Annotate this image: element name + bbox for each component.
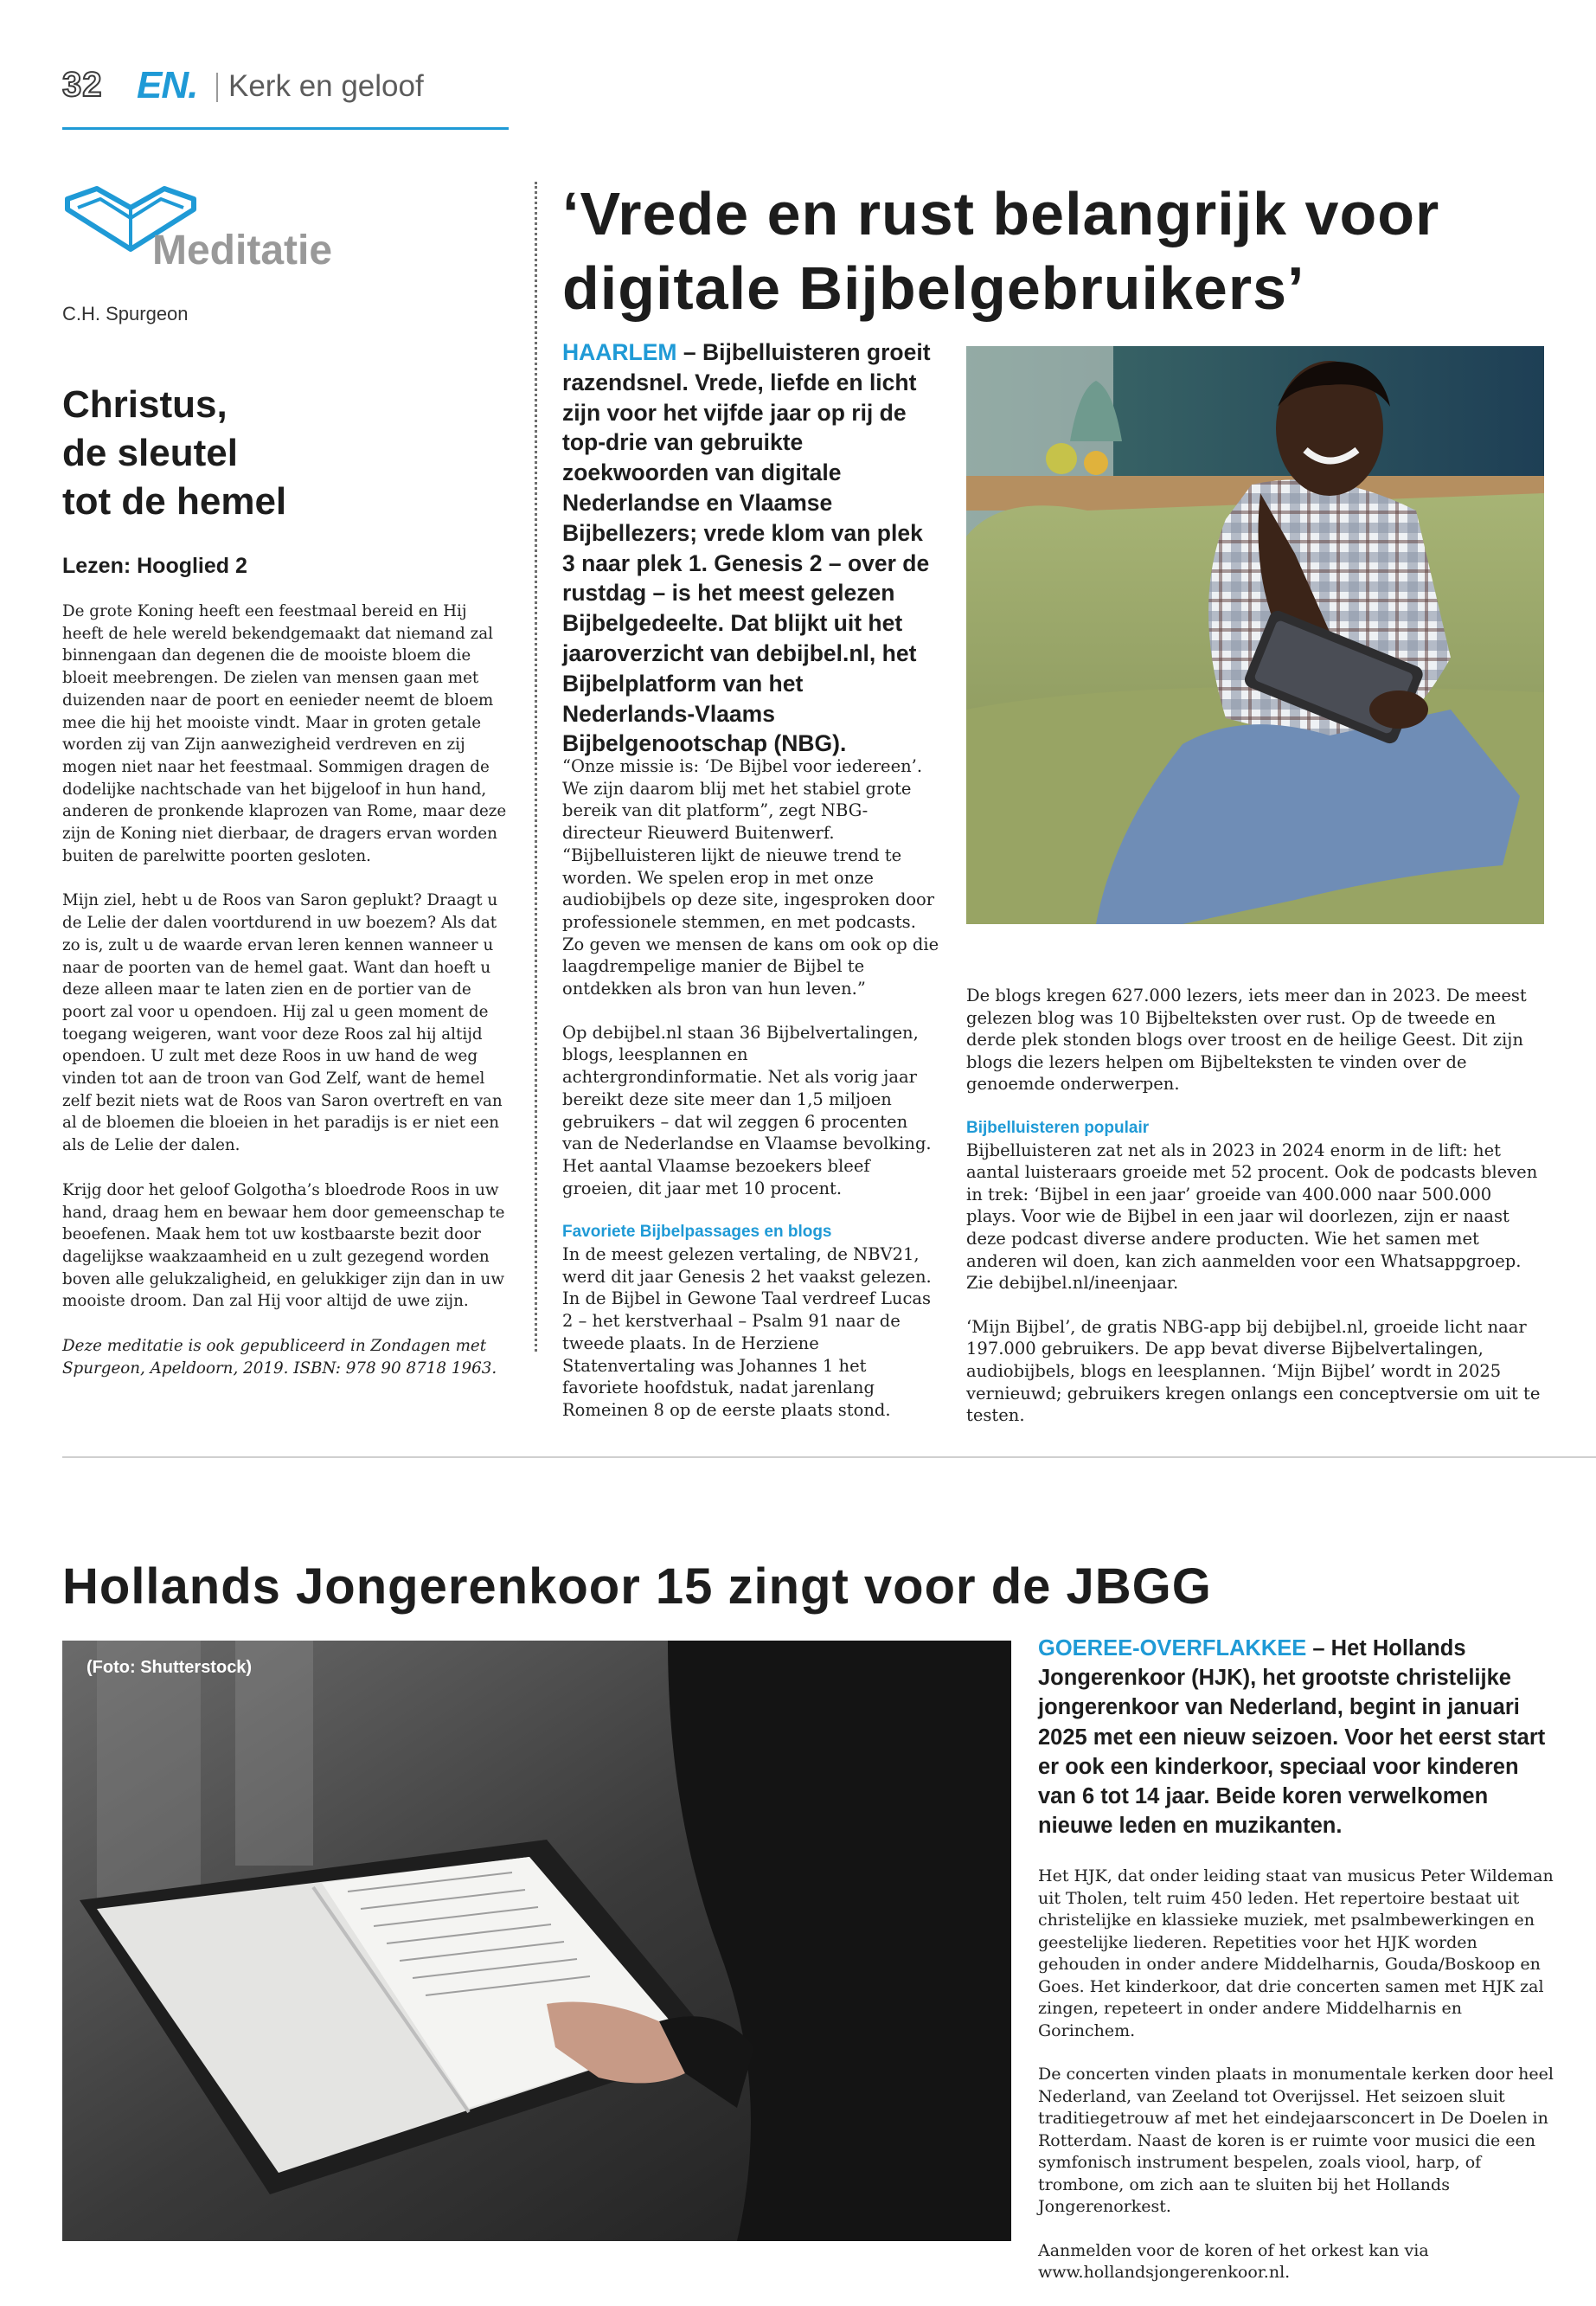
newspaper-logo: EN.	[137, 64, 198, 106]
meditation-title-line: tot de hemel	[62, 480, 287, 523]
meditation-author: C.H. Spurgeon	[62, 303, 189, 324]
article2-headline: Hollands Jongerenkoor 15 zingt voor de JBGG	[62, 1558, 1212, 1615]
header-rule	[62, 127, 509, 130]
photo-credit: (Foto: Shutterstock)	[87, 1658, 253, 1677]
meditation-title-line: de sleutel	[62, 432, 238, 474]
meditation-label: Meditatie	[152, 228, 333, 273]
article2-dateline: GOEREE-OVERFLAKKEE	[1038, 1636, 1307, 1660]
article1-headline: ‘Vrede en rust belangrijk voor digitale Bijbelgebruikers’	[562, 180, 1440, 322]
article2-photo	[62, 1641, 1011, 2241]
meditation-paragraph: Mijn ziel, hebt u de Roos van Saron geplukt? Draagt u de Lelie der dalen voortdurend in uw boezem? Als dat zo is, zult u de waarde ervan leren kennen wanneer u naar de poorten van de hemel gaat. Want dan hoeft u deze alleen maar te laten zien en de portier van de poort zal voor u opendoen. Hij zal u geen moment de toegang weigeren, want voor deze Roos zal hij altijd opendoen. U zult met deze Roos in uw hand de weg vinden tot aan de troon van God Zelf, want de hemel zelf bezit niets wat de Roos van Saron overtreft en van al de bloemen die bloeien in het paradijs is er niet een als de Lelie der dalen.	[62, 891, 503, 1155]
article2-lead-text: – Het Hollands Jongerenkoor (HJK), het grootste christelijke jongerenkoor van Nederland, begint in januari 2025 met een nieuw seizoen. Voor het eerst start er ook een kinderkoor, speciaal voor kinderen van 6 tot 14 jaar. Beide koren verwelkomen nieuwe leden en muzikanten.	[1038, 1636, 1546, 1839]
article1-subhead: Favoriete Bijbelpassages en blogs	[562, 1223, 832, 1242]
article1-paragraph: Bijbelluisteren zat net als in 2023 in 2024 enorm in de lift: het aantal luisteraars groeide met 52 procent. Ook de podcasts bleven in trek: ‘Bijbel in een jaar’ groeide van 400.000 naar 500.000 plays. Voor wie de Bijbel in een jaar wil doorlezen, zijn er naast deze podcast diverse andere producten. Wie het samen met anderen wil doen, kan zich aanmelden voor een Whatsappgroep. Zie debijbel.nl/ineenjaar.	[966, 1140, 1538, 1294]
meditation-paragraph: De grote Koning heeft een feestmaal bereid en Hij heeft de hele wereld bekendgemaakt dat niemand zal binnengaan dan degenen die de mooiste bloem die bloeit meebrengen. De zielen van mensen gaan met duizenden naar de poort en eenieder neemt de bloem mee die hij het mooiste vindt. Maar in groten getale worden zij van Zijn aanwezigheid verdreven en zij mogen niet naar het feestmaal. Sommigen dragen de dodelijke nachtschade van het bijgeloof in hun hand, anderen de pronkende klaprozen van Rome, maar deze zijn de Koning niet dierbaar, de dragers ervan worden buiten de parelwitte poorten gesloten.	[62, 602, 507, 865]
article1-subhead: Bijbelluisteren populair	[966, 1118, 1150, 1137]
article1-lead-text: – Bijbelluisteren groeit razendsnel. Vrede, liefde en licht zijn voor het vijfde jaar op rij de top-drie van gebruikte zoekwoorden van digitale Nederlandse en Vlaamse Bijbellezers; vrede klom van plek 3 naar plek 1. Genesis 2 – over de rustdag – is het meest gelezen Bijbelgedeelte. Dat blijkt uit het jaaroverzicht van debijbel.nl, het Bijbelplatform van het Nederlands-Vlaams Bijbelgenootschap (NBG).	[562, 339, 931, 757]
article2-paragraph: Het HJK, dat onder leiding staat van musicus Peter Wildeman uit Tholen, telt ruim 450 leden. Het repertoire bestaat uit christelijke en klassieke muziek, met psalmbewerkingen en geestelijke liederen. Repetities voor het HJK worden gehouden in onder andere Middelharnis, Gouda/Boskoop en Goes. Het kinderkoor, dat drie concerten samen met HJK zal zingen, repeteert in onder andere Middelharnis en Gorinchem.	[1038, 1866, 1554, 2040]
meditation-paragraph: Krijg door het geloof Golgotha’s bloedrode Roos in uw hand, draag hem en bewaar hem door gemeenschap te beoefenen. Maak hem tot uw kostbaarste bezit door dagelijkse waakzaamheid en u zult gezegend worden boven alle gelukzaligheid, en gelukkiger zijn dan in uw mooiste droom. Dan zal Hij voor altijd de uwe zijn.	[62, 1180, 505, 1311]
article1-column-b	[966, 985, 1544, 1448]
meditation-body	[62, 601, 512, 1403]
article1-paragraph: Op debijbel.nl staan 36 Bijbelvertalingen, blogs, leesplannen en achtergrondinformatie. Net als vorig jaar bereikt deze site meer dan 1,5 miljoen gebruikers – dat wil zeggen 6 procenten van de Nederlandse en Vlaamse bevolking. Het aantal Vlaamse bezoekers bleef groeien, dit jaar met 10 procent.	[562, 1022, 932, 1198]
article1-column-a	[562, 755, 943, 1443]
article1-paragraph: In de meest gelezen vertaling, de NBV21, werd dit jaar Genesis 2 het vaakst gelezen. In de Bijbel in Gewone Taal verdreef Lucas 2 – het kerstverhaal – Psalm 91 naar de tweede plaats. In de Herziene Statenvertaling was Johannes 1 het favoriete hoofdstuk, nadat jarenlang Romeinen 8 op de eerste plaats stond.	[562, 1244, 932, 1420]
article1-paragraph: ‘Mijn Bijbel’, de gratis NBG-app bij debijbel.nl, groeide licht naar 197.000 gebruikers. De app bevat diverse Bijbelvertalingen, audiobijbels, blogs en leesplannen. ‘Mijn Bijbel’ wordt in 2025 vernieuwd; gebruikers kregen onlangs een conceptversie om uit te testen.	[966, 1316, 1541, 1426]
article1-photo	[966, 346, 1544, 924]
article2-paragraph: Aanmelden voor de koren of het orkest kan via www.hollandsjongerenkoor.nl.	[1038, 2240, 1429, 2282]
meditation-title	[62, 381, 426, 526]
page-number: 32	[62, 66, 103, 104]
article1-lead	[562, 337, 934, 759]
meditation-title-line: Christus,	[62, 383, 228, 426]
column-separator	[535, 182, 537, 1352]
section-title: Kerk en geloof	[228, 69, 424, 103]
article1-paragraph: De blogs kregen 627.000 lezers, iets meer dan in 2023. De meest gelezen blog was 10 Bijbelteksten over rust. Op de tweede en derde plek stonden blogs over troost en de heilige Geest. Dit zijn blogs die lezers helpen om Bijbelteksten te vinden over de genoemde onderwerpen.	[966, 986, 1527, 1095]
meditation-note: Deze meditatie is ook gepubliceerd in Zondagen met Spurgeon, Apeldoorn, 2019. ISBN: 978 90 8718 1963.	[62, 1337, 497, 1378]
meditation-reading: Lezen: Hooglied 2	[62, 554, 247, 578]
section-divider	[62, 1456, 1596, 1458]
choir-folder-image	[62, 1641, 1011, 2241]
article1-dateline: HAARLEM	[562, 339, 677, 365]
article2-lead	[1038, 1634, 1557, 1840]
article2-paragraph: De concerten vinden plaats in monumentale kerken door heel Nederland, van Zeeland tot Overijssel. Het seizoen sluit traditiegetrouw af met het eindejaarsconcert in De Doelen in Rotterdam. Naast de koren is er ruimte voor musici die een symfonisch instrument bespelen, zoals viool, harp, of trombone, om zich aan te sluiten bij het Hollands Jongerenorkest.	[1038, 2065, 1554, 2216]
article1-paragraph: “Onze missie is: ‘De Bijbel voor iedereen’. We zijn daarom blij met het stabiel grote bereik van dit platform”, zegt NBG-directeur Rieuwerd Buitenwerf. “Bijbelluisteren lijkt de nieuwe trend te worden. We spelen erop in met onze audiobijbels op deze site, ingesproken door professionele stemmen, en met podcasts. Zo geven we mensen de kans om ook op die laagdrempelige manier de Bijbel te ontdekken als bron van hun leven.”	[562, 756, 939, 999]
article2-body	[1038, 1866, 1557, 2306]
header-separator	[216, 73, 218, 102]
